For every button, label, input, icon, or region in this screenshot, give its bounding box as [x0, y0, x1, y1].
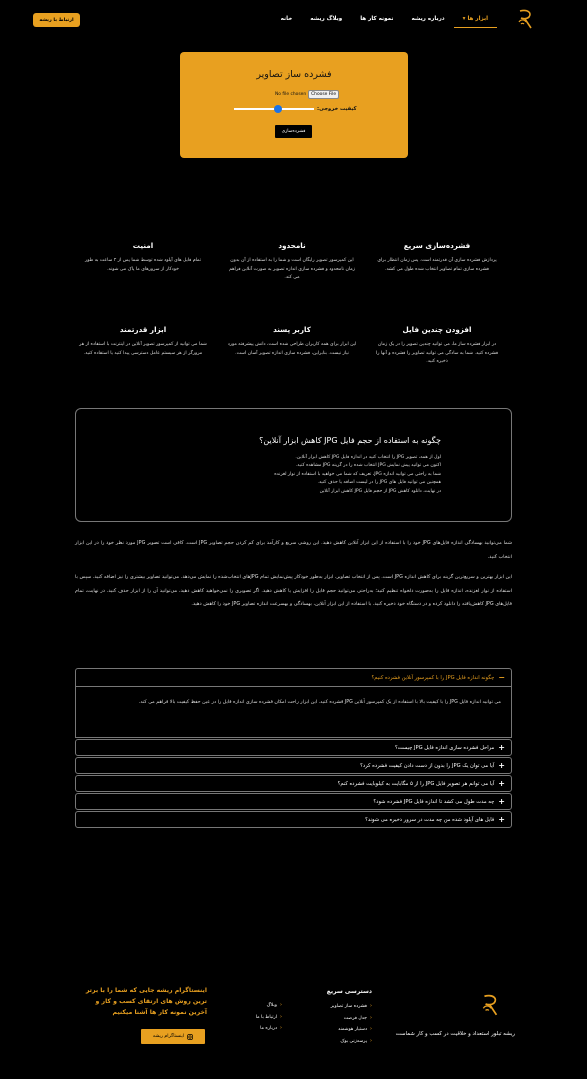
- instagram-button[interactable]: [141, 1029, 205, 1044]
- chevron-icon: ‹: [370, 1014, 372, 1021]
- contact-button[interactable]: ارتباط با ریشه: [33, 13, 80, 27]
- feature-unlimited: [227, 241, 357, 283]
- feature-text: پردازش فشرده سازی آن قدرتمند است. پس زمان انتظار برای فشرده سازی تمام تصاویر انتخاب شده طول می کشد.: [377, 258, 497, 272]
- feature-multi: [372, 325, 502, 367]
- faq-item[interactable]: [75, 775, 512, 792]
- intro-paragraph: شما می‌توانید بهسادگی اندازه فایل‌های JPG خود را با استفاده از این ابزار آنلاین کاهش دهید. این روشی سریع و کارآمد برای کم کردن حجم تصاویر JPG است. کافی است تصویر JPG مورد نظر خود را در این ابزار انتخاب کنید.: [75, 540, 512, 560]
- quick-links: [300, 988, 372, 1047]
- feature-text: این ابزار برای همه کاربران طراحی شده است، دانش پیشرفته مورد نیاز نیست. بنابراین، فشرده سازی اندازه تصویر آسان است.: [227, 342, 357, 356]
- feature-text: شما می توانید از کمپرسور تصویر آنلاین در اینترنت با استفاده از هر مرورگر از هر سیستم عامل دسترسی پیدا کنید یا استفاده کنید.: [79, 342, 207, 356]
- feature-friendly: [227, 325, 357, 358]
- quality-label: کیفیت خروجی:: [317, 106, 357, 112]
- choose-file-button[interactable]: Choose File: [308, 90, 339, 99]
- slider-thumb[interactable]: [274, 105, 282, 113]
- instagram-icon: [187, 1034, 193, 1040]
- nav-tools[interactable]: [454, 13, 497, 28]
- details-paragraph: این ابزار بهترین و سریع‌ترین گزینه برای کاهش اندازه JPG است. پس از انتخاب تصاویر، ابزار به‌طور خودکار پیش‌نمایش تمام JPGهای انتخاب‌شده را نمایش می‌دهد. می‌توانید تصاویر بیشتری را نیز اضافه کنید. سپس با استفاده از نوار لغزنده، اندازه فایل را به‌صورت دلخواه تنظیم کنید؛ به‌راحتی می‌توانید حجم فایل را افزایش یا کاهش دهید. اگر تصویری را نمی‌خواهید کاهش دهید، می‌توانید آن را از ابزار حذف کنید. در نهایت، تمام فایل‌های JPG کاهش‌یافته را دانلود کرده و در دستگاه خود ذخیره کنید. با استفاده از این ابزار آنلاین، بهسادگی و بهسرعت اندازه تصاویر JPG خود را کاهش دهید.: [75, 574, 512, 607]
- plus-icon: +: [498, 778, 505, 788]
- feature-title: نامحدود: [278, 241, 306, 250]
- footer-link-label: پرسه‌زنی بوک: [340, 1038, 367, 1044]
- chevron-down-icon: ▾: [462, 16, 466, 22]
- tool-title: فشرده ساز تصاویر: [256, 69, 332, 80]
- howto-box: [75, 408, 512, 522]
- faq-question: فایل های آپلود شده من چه مدت در سرور ذخیره می شوند؟: [365, 816, 495, 823]
- feature-text: تمام فایل های آپلود شده توسط شما پس از ۲ ساعت به طور خودکار از سرورهای ما پاک می شوند.: [85, 258, 201, 272]
- compressor-card: [180, 52, 408, 158]
- rishe-logo-icon[interactable]: [516, 8, 536, 30]
- instagram-button-label: اینستاگرام ریشه: [152, 1034, 185, 1039]
- file-input[interactable]: [275, 90, 339, 99]
- faq-item[interactable]: [75, 811, 512, 828]
- feature-security: [78, 241, 208, 274]
- chevron-icon: ‹: [370, 1003, 372, 1009]
- footer-link[interactable]: [240, 1000, 282, 1012]
- footer-link[interactable]: [300, 1013, 372, 1025]
- plus-icon: +: [498, 814, 505, 824]
- faq-answer: می توانید اندازه فایل JPG را با کیفیت بالا با استفاده از یک کمپرسور آنلاین JPG فشرده کنید. این ابزار راحت امکان فشرده سازی اندازه فایل را در عین حفظ کیفیت بالا فراهم می کند.: [75, 687, 512, 738]
- nav-tools-label: ابزار ها: [467, 16, 488, 22]
- howto-line: همچنین می توانید فایل های JPG را در لیست اضافه یا حذف کنید.: [317, 480, 441, 486]
- footer-tagline: ریشه تبلور استعداد و خلاقیت در کسب و کار شماست: [395, 1031, 515, 1037]
- faq-item-open[interactable]: [75, 668, 512, 687]
- faq-question: چه مدت طول می کشد تا اندازه فایل JPG فشرده شود؟: [373, 798, 495, 805]
- site-links: [240, 1000, 282, 1035]
- chevron-icon: ‹: [370, 1037, 372, 1044]
- footer-link-label: جدل فرصت: [343, 1015, 367, 1021]
- feature-powerful: [78, 325, 208, 358]
- nav-home[interactable]: خانه: [280, 16, 293, 22]
- faq-question: آیا می توان یک JPG را بدون از دست دادن کیفیت فشرده کرد؟: [360, 762, 495, 769]
- instagram-promo: اینستاگرام ریشه جایی که شما را با برتر ترین روش های ارتقای کسب و کار و آخرین نمونه کار ها آشنا میکنیم: [85, 987, 207, 1016]
- faq-item[interactable]: [75, 757, 512, 774]
- feature-title: ابزار قدرتمند: [119, 325, 167, 334]
- chevron-icon: ‹: [280, 1002, 282, 1008]
- faq-question: چگونه اندازه فایل JPG را با کمپرسور آنلاین فشرده کنیم؟: [371, 674, 495, 681]
- faq-question: آیا می توانم هر تصویر فایل JPG را از ۵ مگابایت به کیلوبایت فشرده کنم؟: [337, 780, 495, 787]
- quick-links-title: دسترسی سریع: [326, 988, 372, 995]
- howto-line: شما به راحتی می توانید اندازه JPG، تعریف که شما می خواهید با استفاده از نوار لغزنده: [274, 471, 441, 477]
- chevron-icon: ‹: [370, 1026, 372, 1032]
- plus-icon: +: [498, 796, 505, 806]
- nav-blog[interactable]: وبلاگ ریشه: [310, 16, 343, 22]
- footer-link[interactable]: [240, 1023, 282, 1035]
- howto-line: در نهایت، دانلود کاهش JPG از حجم فایل JPG کاهش ابزار آنلاین: [319, 488, 441, 494]
- footer-link-label: وبلاگ: [266, 1003, 277, 1008]
- footer-link-label: ارتباط با ما: [255, 1014, 277, 1020]
- footer-link[interactable]: [300, 1001, 372, 1013]
- feature-title: فشرده‌سازی سریع: [403, 241, 471, 250]
- footer-link-label: درباره ما: [260, 1026, 277, 1031]
- footer-link[interactable]: [300, 1036, 372, 1048]
- howto-title: چگونه به استفاده از حجم فایل JPG کاهش ابزار آنلاین؟: [259, 436, 441, 445]
- feature-text: این کمپرسور تصویر رایگان است و شما را به استفاده از آن بدون زمان نامحدود و فشرده سازی اندازه تصویر به صورت آنلاین فراهم می کند.: [229, 258, 355, 280]
- quality-slider[interactable]: [234, 108, 314, 110]
- file-status: No file chosen: [275, 92, 307, 97]
- compress-button[interactable]: فشرده‌سازی: [275, 125, 312, 138]
- footer-link[interactable]: [300, 1024, 372, 1036]
- howto-line: اول از همه، تصویر JPG را انتخاب کنید در اندازه فایل JPG کاهش ابزار آنلاین.: [295, 455, 441, 460]
- faq-item[interactable]: [75, 739, 512, 756]
- feature-title: امنیت: [132, 241, 154, 250]
- feature-text: در ابزار فشرده ساز ما، می توانید چندین تصویر را در یک زمان فشرده کنید. شما به سادگی می توانید تصاویر را فشرده و آنها را ذخیره کنید.: [375, 342, 499, 364]
- feature-title: افزودن چندین فایل: [402, 325, 472, 334]
- nav-portfolio[interactable]: نمونه کار ها: [360, 16, 394, 22]
- chevron-icon: ‹: [280, 1025, 282, 1031]
- footer-link-label: فشرده ساز تصاویر: [330, 1004, 367, 1009]
- feature-fast: [372, 241, 502, 274]
- main-nav: [272, 13, 497, 28]
- feature-title: کاربر پسند: [273, 325, 311, 334]
- footer-link-label: دستیار هوشمند: [338, 1027, 367, 1032]
- chevron-icon: ‹: [280, 1013, 282, 1020]
- footer-link[interactable]: [240, 1012, 282, 1024]
- howto-line: اکنون می توانید پیش نمایش JPG انتخاب شده را در گزینه JPG مشاهده کنید.: [295, 463, 441, 469]
- faq-item[interactable]: [75, 793, 512, 810]
- minus-icon: −: [498, 672, 505, 682]
- nav-about[interactable]: درباره ریشه: [411, 16, 445, 22]
- faq-question: مراحل فشرده سازی اندازه فایل JPG چیست؟: [395, 744, 495, 751]
- footer-logo-icon[interactable]: [480, 993, 502, 1017]
- plus-icon: +: [498, 760, 505, 770]
- plus-icon: +: [498, 742, 505, 752]
- header: [0, 0, 587, 40]
